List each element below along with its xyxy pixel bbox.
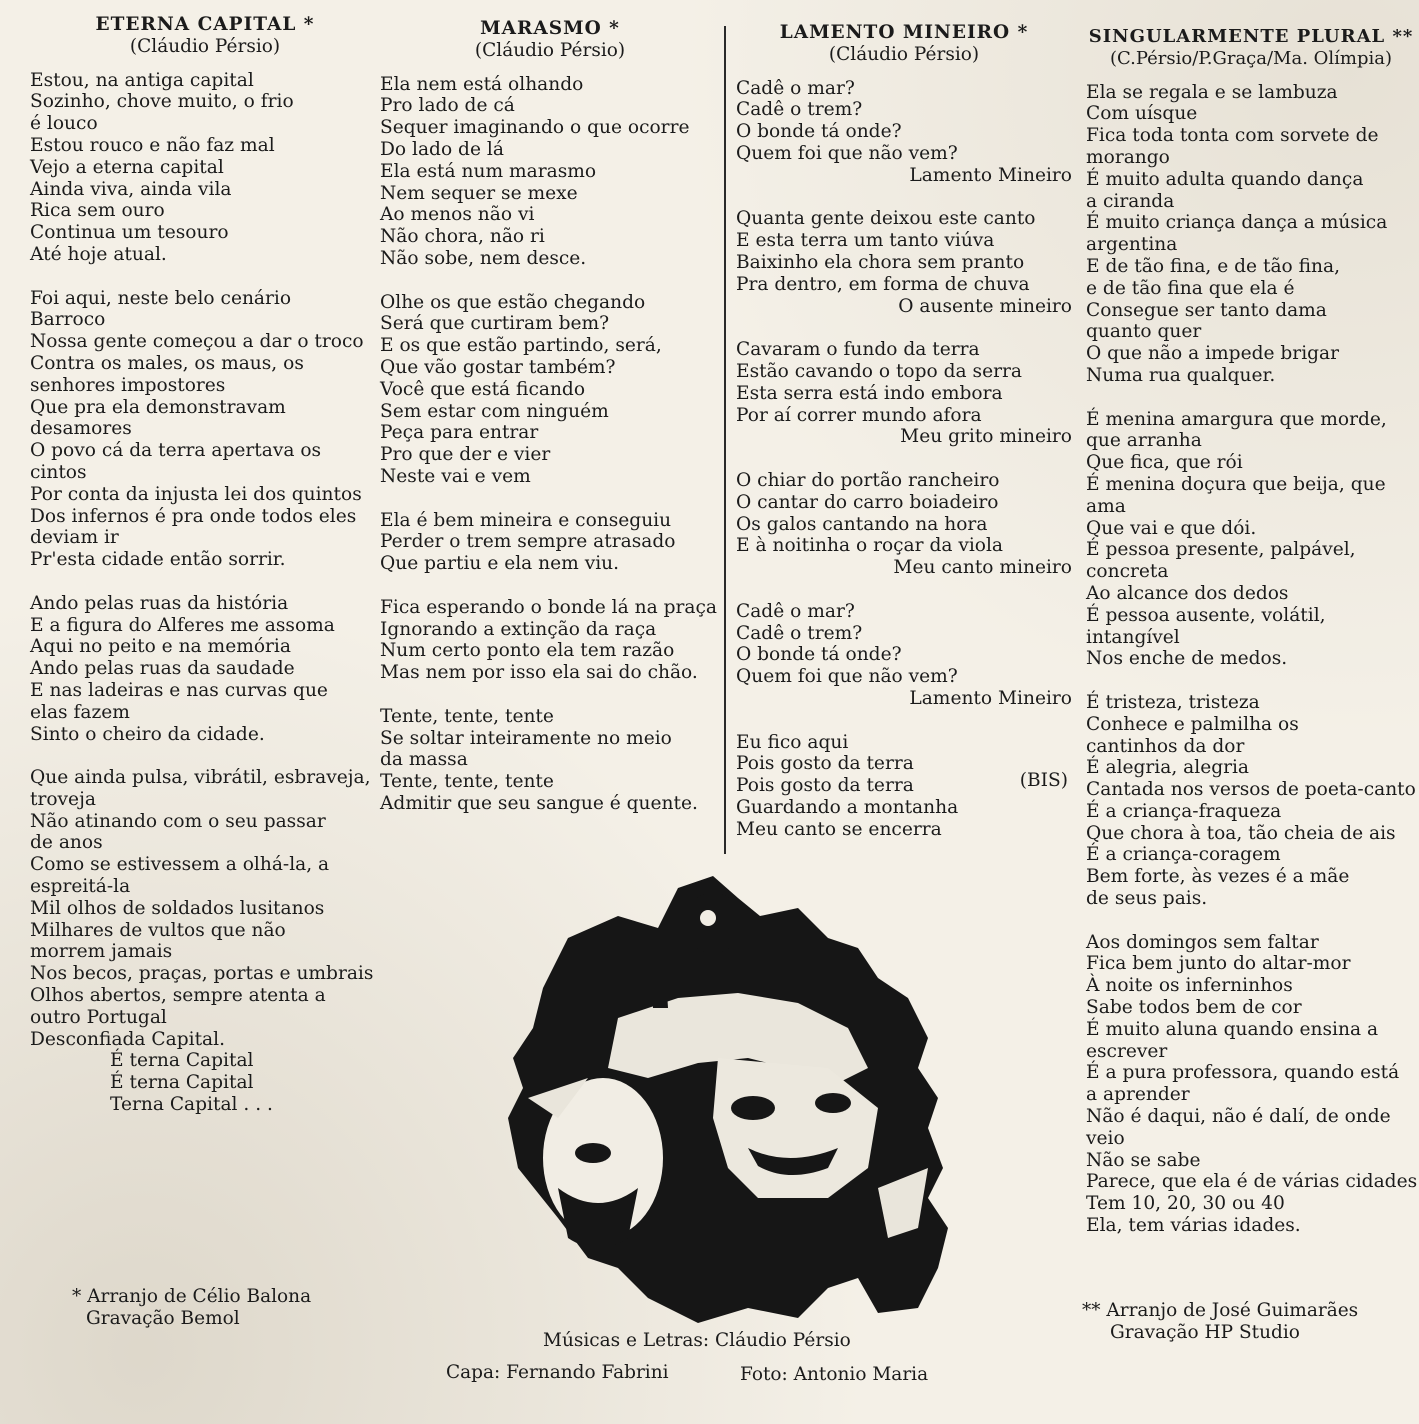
lyric-line: de anos [30, 832, 103, 854]
arrangement-note-2 [1082, 1300, 1358, 1344]
lyric-line: Quem foi que não vem? [736, 142, 958, 164]
lyric-line: Olhe os que estão chegando [380, 291, 646, 313]
lyric-line: É a criança-coragem [1086, 844, 1281, 866]
lyric-line: a ciranda [1086, 190, 1175, 212]
lyric-line: Neste vai e vem [380, 465, 531, 487]
lyric-line: Guardando a montanha [736, 796, 959, 818]
lyric-line: outro Portugal [30, 1006, 167, 1028]
song-title: LAMENTO MINEIRO * [779, 22, 1029, 43]
stanza [30, 70, 390, 266]
lyric-line: E de tão fina, e de tão fina, [1086, 255, 1341, 277]
lyric-line: Barroco [30, 309, 106, 331]
lyric-line: É a pura professora, quando está [1086, 1062, 1400, 1084]
lyric-line: Meu canto se encerra [736, 818, 942, 840]
lyric-line: Fica esperando o bonde lá na praça [380, 596, 717, 618]
lyric-line: Pra dentro, em forma de chuva [736, 273, 1030, 295]
lyric-line: Por conta da injusta lei dos quintos [30, 483, 362, 505]
lyric-line: Não sobe, nem desce. [380, 247, 587, 269]
stanza [1086, 692, 1416, 910]
stanza [736, 78, 1072, 187]
lyric-line: Continua um tesouro [30, 222, 229, 244]
song-eterna-capital [30, 14, 390, 1116]
lyric-line: senhores impostores [30, 374, 226, 396]
lyric-line: Estou, na antiga capital [30, 69, 254, 91]
lyric-line: Ao menos não vi [380, 204, 535, 226]
lyric-line: intangível [1086, 626, 1180, 648]
song-author: (Cláudio Pérsio) [129, 35, 281, 57]
lyric-line: Pro que der e vier [380, 444, 551, 466]
photo-credit: Foto: Antonio Maria [740, 1364, 929, 1385]
lyric-line: Nossa gente começou a dar o troco [30, 331, 364, 353]
lyric-line: de seus pais. [1086, 888, 1208, 910]
lyric-line: Os galos cantando na hora [736, 513, 988, 535]
lyric-line: Do lado de lá [380, 138, 504, 160]
lyric-line: Ela nem está olhando [380, 73, 584, 95]
stanza [380, 510, 720, 575]
lyric-line: É muito aluna quando ensina a [1086, 1018, 1379, 1040]
lyric-line: Aos domingos sem faltar [1086, 931, 1319, 953]
stanza [1086, 932, 1416, 1237]
lyric-line: Cavaram o fundo da terra [736, 339, 980, 361]
song-lamento-mineiro [736, 22, 1072, 840]
song-lyrics [1086, 82, 1416, 1237]
lyric-line: É muito adulta quando dança [1086, 168, 1364, 190]
song-singularmente-plural [1086, 26, 1416, 1259]
lyric-line: Baixinho ela chora sem pranto [736, 251, 1025, 273]
stanza [380, 74, 720, 270]
lyric-line: É tristeza, tristeza [1086, 691, 1260, 713]
lyric-line: Peça para entrar [380, 422, 539, 444]
lyric-line: Cadê o trem? [736, 99, 863, 121]
lyric-line: Sozinho, chove muito, o frio [30, 91, 294, 113]
lyric-line: Estão cavando o topo da serra [736, 360, 1022, 382]
stanza [736, 470, 1072, 579]
lyric-line: Mil olhos de soldados lusitanos [30, 897, 325, 919]
stanza-tag: Meu grito mineiro [900, 426, 1072, 448]
lyric-line: Ignorando a extinção da raça [380, 618, 657, 640]
lyric-line: É menina doçura que beija, que [1086, 473, 1386, 495]
stanza [30, 288, 390, 571]
stanza-tag: Meu canto mineiro [893, 557, 1072, 579]
lyric-line: cintos [30, 461, 87, 483]
lyric-line: ama [1086, 495, 1126, 517]
lyric-line: Não atinando com o seu passar [30, 810, 326, 832]
note-line: ** Arranjo de José Guimarães [1082, 1300, 1359, 1321]
lyric-line: Milhares de vultos que não [30, 919, 286, 941]
lyric-line: Não se sabe [1086, 1149, 1201, 1171]
lyric-line: Numa rua qualquer. [1086, 364, 1276, 386]
lyric-line: Pro lado de cá [380, 95, 515, 117]
stanza-tag: Lamento Mineiro [909, 164, 1072, 186]
lyric-line: É pessoa presente, palpável, [1086, 539, 1356, 561]
lyric-line: Que pra ela demonstravam [30, 396, 286, 418]
lyric-line: Que partiu e ela nem viu. [380, 553, 620, 575]
lyric-line: Pr'esta cidade então sorrir. [30, 549, 286, 571]
lyric-line: Não chora, não ri [380, 226, 545, 248]
lyric-line: É a criança-fraqueza [1086, 800, 1282, 822]
lyric-line: Perder o trem sempre atrasado [380, 531, 676, 553]
lyric-line: Você que está ficando [380, 378, 586, 400]
lyric-line: Admitir que seu sangue é quente. [380, 792, 698, 814]
lyric-line: Esta serra está indo embora [736, 382, 1003, 404]
lyric-line: O cantar do carro boiadeiro [736, 491, 999, 513]
lyric-line: é louco [30, 113, 98, 135]
lyric-line: Aqui no peito e na memória [30, 636, 291, 658]
stanza-tag: O ausente mineiro [898, 295, 1072, 317]
arrangement-note-1 [72, 1286, 311, 1330]
lyric-line: quanto quer [1086, 321, 1202, 343]
lyric-line: É menina amargura que morde, [1086, 408, 1387, 430]
lyric-line: Num certo ponto ela tem razão [380, 640, 675, 662]
lyric-line: Sequer imaginando o que ocorre [380, 117, 690, 139]
lyric-line: Rica sem ouro [30, 200, 165, 222]
lyric-line: Desconfiada Capital. [30, 1028, 225, 1050]
music-credit: Músicas e Letras: Cláudio Pérsio [543, 1330, 851, 1351]
bis-marker: (BIS) [1019, 769, 1068, 791]
lyric-line: Não é daqui, não é dalí, de onde [1086, 1106, 1391, 1128]
lyric-line: Nos enche de medos. [1086, 648, 1288, 670]
lyric-line: Mas nem por isso ela sai do chão. [380, 662, 698, 684]
note-line: Gravação HP Studio [1110, 1321, 1300, 1343]
lyric-line: veio [1086, 1127, 1125, 1149]
lyric-line: E a figura do Alferes me assoma [30, 614, 335, 636]
stanza [380, 597, 720, 684]
lyric-line: e de tão fina que ela é [1086, 277, 1295, 299]
lyric-line: Conhece e palmilha os [1086, 713, 1299, 735]
lyric-line: Que chora à toa, tão cheia de ais [1086, 822, 1396, 844]
lyric-line: Nem sequer se mexe [380, 182, 578, 204]
song-lyrics [380, 74, 720, 815]
lyric-line: cantinhos da dor [1086, 735, 1245, 757]
lyric-line: Até hoje atual. [30, 243, 167, 265]
lyric-line: concreta [1086, 561, 1169, 583]
lyric-line: a aprender [1086, 1084, 1190, 1106]
lyric-line: E à noitinha o roçar da viola [736, 535, 1004, 557]
lyric-line: Dos infernos é pra onde todos eles [30, 505, 357, 527]
lyric-line: Pois gosto da terra [736, 753, 914, 775]
stanza [380, 292, 720, 488]
cover-photo [498, 868, 960, 1330]
note-line: * Arranjo de Célio Balona [72, 1286, 312, 1307]
lyric-line: Que vai e que dói. [1086, 517, 1257, 539]
lyric-line: Fica bem junto do altar-mor [1086, 953, 1351, 975]
song-title: MARASMO * [480, 18, 620, 39]
lyric-line: Com uísque [1086, 103, 1198, 125]
lyric-line: Que ainda pulsa, vibrátil, esbraveja, [30, 767, 371, 789]
lyric-line: Cadê o mar? [736, 600, 855, 622]
column-divider [724, 26, 726, 854]
lyric-line: Contra os males, os maus, os [30, 352, 304, 374]
lyric-line: Nos becos, praças, portas e umbrais [30, 963, 374, 985]
lyric-line: Ela está num marasmo [380, 160, 597, 182]
lyric-line: morango [1086, 146, 1170, 168]
stanza [736, 339, 1072, 448]
lyric-line: Bem forte, às vezes é a mãe [1086, 866, 1350, 888]
stanza-tag: Lamento Mineiro [909, 687, 1072, 709]
lyric-line: Parece, que ela é de várias cidades [1086, 1171, 1418, 1193]
song-author: (C.Pérsio/P.Graça/Ma. Olímpia) [1109, 47, 1393, 69]
lyric-line: elas fazem [30, 701, 130, 723]
lyric-line: O bonde tá onde? [736, 121, 902, 143]
lyric-line: Como se estivessem a olhá-la, a [30, 854, 330, 876]
song-title: ETERNA CAPITAL * [95, 14, 315, 35]
lyric-line: desamores [30, 418, 132, 440]
stanza [736, 601, 1072, 710]
lyric-line: deviam ir [30, 527, 119, 549]
lyric-line: Pois gosto da terra [736, 775, 914, 797]
lyric-line: Ao alcance dos dedos [1086, 582, 1289, 604]
lyric-line: Quem foi que não vem? [736, 666, 958, 688]
refrain-line: É terna Capital [110, 1072, 254, 1094]
song-lyrics [30, 70, 390, 1051]
note-line: Gravação Bemol [86, 1307, 240, 1329]
stanza [1086, 82, 1416, 387]
lyric-line: Quanta gente deixou este canto [736, 208, 1036, 230]
lyric-line: troveja [30, 788, 96, 810]
song-author: (Cláudio Pérsio) [474, 39, 626, 61]
lyric-line: À noite os inferninhos [1086, 975, 1293, 997]
lyric-line: Que vão gostar também? [380, 356, 616, 378]
lyric-line: Tente, tente, tente [380, 771, 554, 793]
lyric-line: Sem estar com ninguém [380, 400, 609, 422]
lyric-line: Se soltar inteiramente no meio [380, 727, 672, 749]
lyric-line: Tem 10, 20, 30 ou 40 [1086, 1193, 1285, 1215]
song-refrain [30, 1050, 390, 1115]
lyric-line: morrem jamais [30, 941, 173, 963]
lyric-line: argentina [1086, 234, 1178, 256]
lyric-line: O bonde tá onde? [736, 644, 902, 666]
lyric-line: O povo cá da terra apertava os [30, 440, 322, 462]
lyric-line: E nas ladeiras e nas curvas que [30, 679, 328, 701]
lyric-line: Ela, tem várias idades. [1086, 1215, 1301, 1237]
song-final-stanza [736, 732, 1072, 841]
stanza [30, 767, 390, 1050]
lyric-line: escrever [1086, 1040, 1168, 1062]
lyric-line: O que não a impede brigar [1086, 343, 1340, 365]
lyric-line: Cadê o trem? [736, 622, 863, 644]
lyric-line: Que fica, que rói [1086, 452, 1243, 474]
lyric-line: E os que estão partindo, será, [380, 335, 662, 357]
lyric-line: Ela é bem mineira e conseguiu [380, 509, 672, 531]
stanza [380, 706, 720, 815]
refrain-line: Terna Capital . . . [110, 1094, 273, 1116]
lyric-line: Cadê o mar? [736, 77, 855, 99]
lyric-line: Fica toda tonta com sorvete de [1086, 125, 1379, 147]
lyric-line: espreitá-la [30, 876, 131, 898]
lyric-line: Ela se regala e se lambuza [1086, 81, 1338, 103]
lyric-line: É pessoa ausente, volátil, [1086, 604, 1326, 626]
cover-credit: Capa: Fernando Fabrini [446, 1362, 669, 1383]
lyric-line: É muito criança dança a música [1086, 212, 1388, 234]
lyric-line: Eu fico aqui [736, 731, 849, 753]
lyric-line: Por aí correr mundo afora [736, 404, 982, 426]
lyric-line: da massa [380, 749, 468, 771]
lyric-line: É alegria, alegria [1086, 757, 1250, 779]
lyric-line: Consegue ser tanto dama [1086, 299, 1327, 321]
lyric-line: que arranha [1086, 430, 1202, 452]
stanza [1086, 409, 1416, 671]
lyric-line: Será que curtiram bem? [380, 313, 610, 335]
song-lyrics [736, 78, 1072, 710]
stanza [736, 208, 1072, 317]
lyric-line: Tente, tente, tente [380, 705, 554, 727]
lyric-line: Ando pelas ruas da saudade [30, 658, 295, 680]
lyric-line: Foi aqui, neste belo cenário [30, 287, 292, 309]
lyric-line: Olhos abertos, sempre atenta a [30, 985, 326, 1007]
song-marasmo [380, 18, 720, 836]
refrain-line: É terna Capital [110, 1050, 254, 1072]
song-author: (Cláudio Pérsio) [828, 43, 980, 65]
lyric-line: Sabe todos bem de cor [1086, 997, 1302, 1019]
lyric-line: Cantada nos versos de poeta-canto [1086, 779, 1416, 801]
lyric-line: Vejo a eterna capital [30, 156, 224, 178]
stanza [30, 593, 390, 746]
lyric-line: Estou rouco e não faz mal [30, 134, 275, 156]
lyric-line: E esta terra um tanto viúva [736, 230, 995, 252]
lyric-line: Ando pelas ruas da história [30, 592, 289, 614]
lyric-line: O chiar do portão rancheiro [736, 469, 1000, 491]
lyric-line: Ainda viva, ainda vila [30, 178, 232, 200]
lyric-line: Sinto o cheiro da cidade. [30, 723, 265, 745]
song-title: SINGULARMENTE PLURAL ** [1088, 26, 1414, 47]
